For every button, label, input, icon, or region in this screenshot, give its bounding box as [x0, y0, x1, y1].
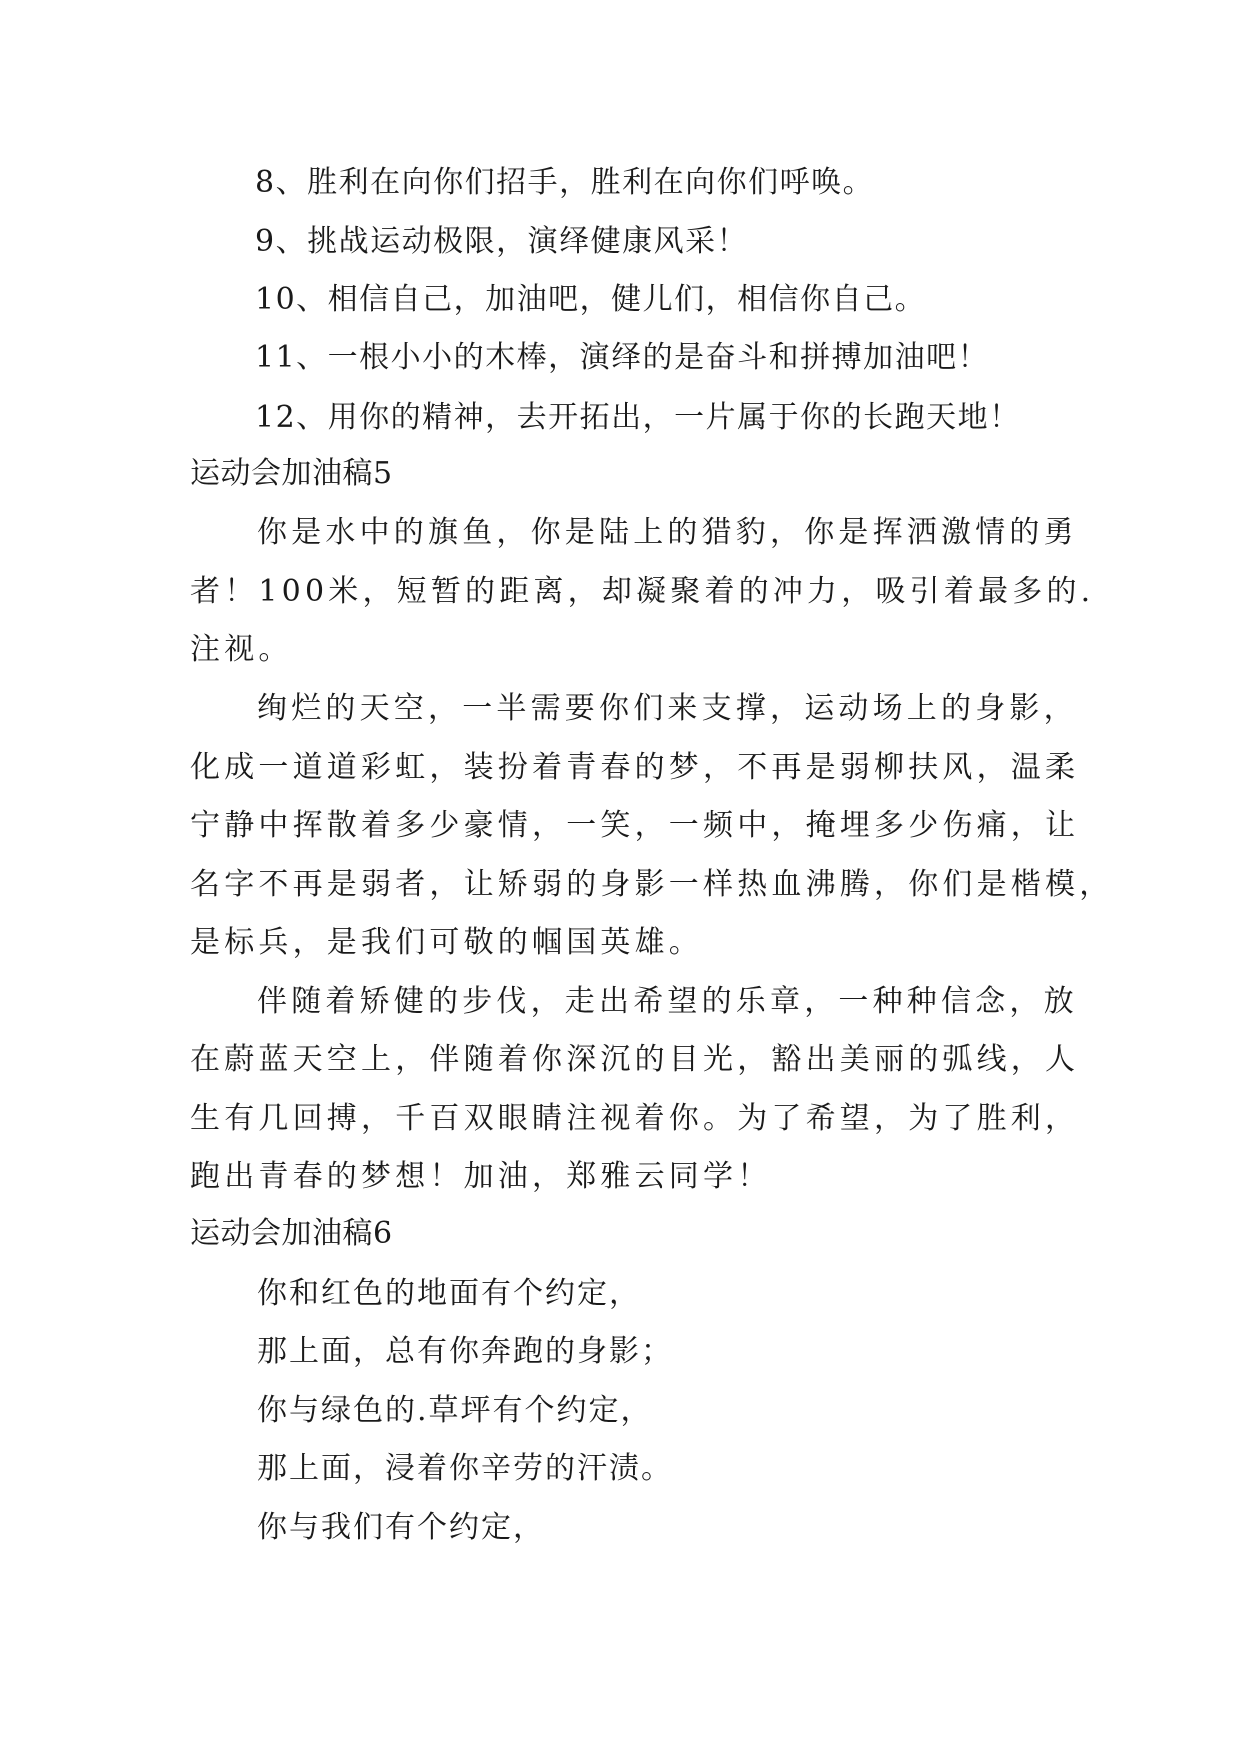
- s5-p2-line-2: 化成一道道彩虹，装扮着青春的梦，不再是弱柳扶风，温柔: [190, 750, 1080, 785]
- list-item-9: 9、挑战运动极限，演绎健康风采！: [255, 224, 749, 259]
- section-5-heading: 运动会加油稿5: [190, 456, 393, 491]
- s6-line-2: 那上面，总有你奔跑的身影；: [257, 1334, 673, 1369]
- s5-p2-line-4: 名字不再是弱者，让矫弱的身影一样热血沸腾，你们是楷模，: [190, 867, 1114, 902]
- s5-p2-line-5: 是标兵，是我们可敬的帼国英雄。: [190, 925, 703, 960]
- list-item-8: 8、胜利在向你们招手，胜利在向你们呼唤。: [255, 165, 875, 200]
- s6-line-4: 那上面，浸着你辛劳的汗渍。: [257, 1451, 673, 1486]
- s5-p1-line-1: 你是水中的旗鱼，你是陆上的猎豹，你是挥洒激情的勇: [257, 515, 1078, 550]
- s5-p3-line-4: 跑出青春的梦想！加油，郑雅云同学！: [190, 1159, 772, 1194]
- s5-p1-line-2: 者！100米，短暂的距离，却凝聚着的冲力，吸引着最多的.: [190, 574, 1095, 609]
- s5-p2-line-3: 宁静中挥散着多少豪情，一笑，一频中，掩埋多少伤痛，让: [190, 808, 1080, 843]
- s6-line-5: 你与我们有个约定，: [257, 1510, 545, 1545]
- s5-p3-line-2: 在蔚蓝天空上，伴随着你深沉的目光，豁出美丽的弧线，人: [190, 1042, 1080, 1077]
- list-item-10: 10、相信自己，加油吧，健儿们，相信你自己。: [255, 282, 927, 317]
- s5-p2-line-1: 绚烂的天空，一半需要你们来支撑，运动场上的身影，: [257, 691, 1078, 726]
- section-6-heading: 运动会加油稿6: [190, 1216, 393, 1251]
- s5-p3-line-3: 生有几回搏，千百双眼睛注视着你。为了希望，为了胜利，: [190, 1101, 1080, 1136]
- list-item-11: 11、一根小小的木棒，演绎的是奋斗和拼搏加油吧！: [255, 340, 990, 375]
- s5-p1-line-3: 注视。: [190, 632, 293, 667]
- s6-line-3: 你与绿色的.草坪有个约定，: [257, 1393, 653, 1428]
- s6-line-1: 你和红色的地面有个约定，: [257, 1276, 641, 1311]
- s5-p3-line-1: 伴随着矫健的步伐，走出希望的乐章，一种种信念，放: [257, 984, 1078, 1019]
- list-item-12: 12、用你的精神，去开拓出，一片属于你的长跑天地！: [255, 400, 1021, 435]
